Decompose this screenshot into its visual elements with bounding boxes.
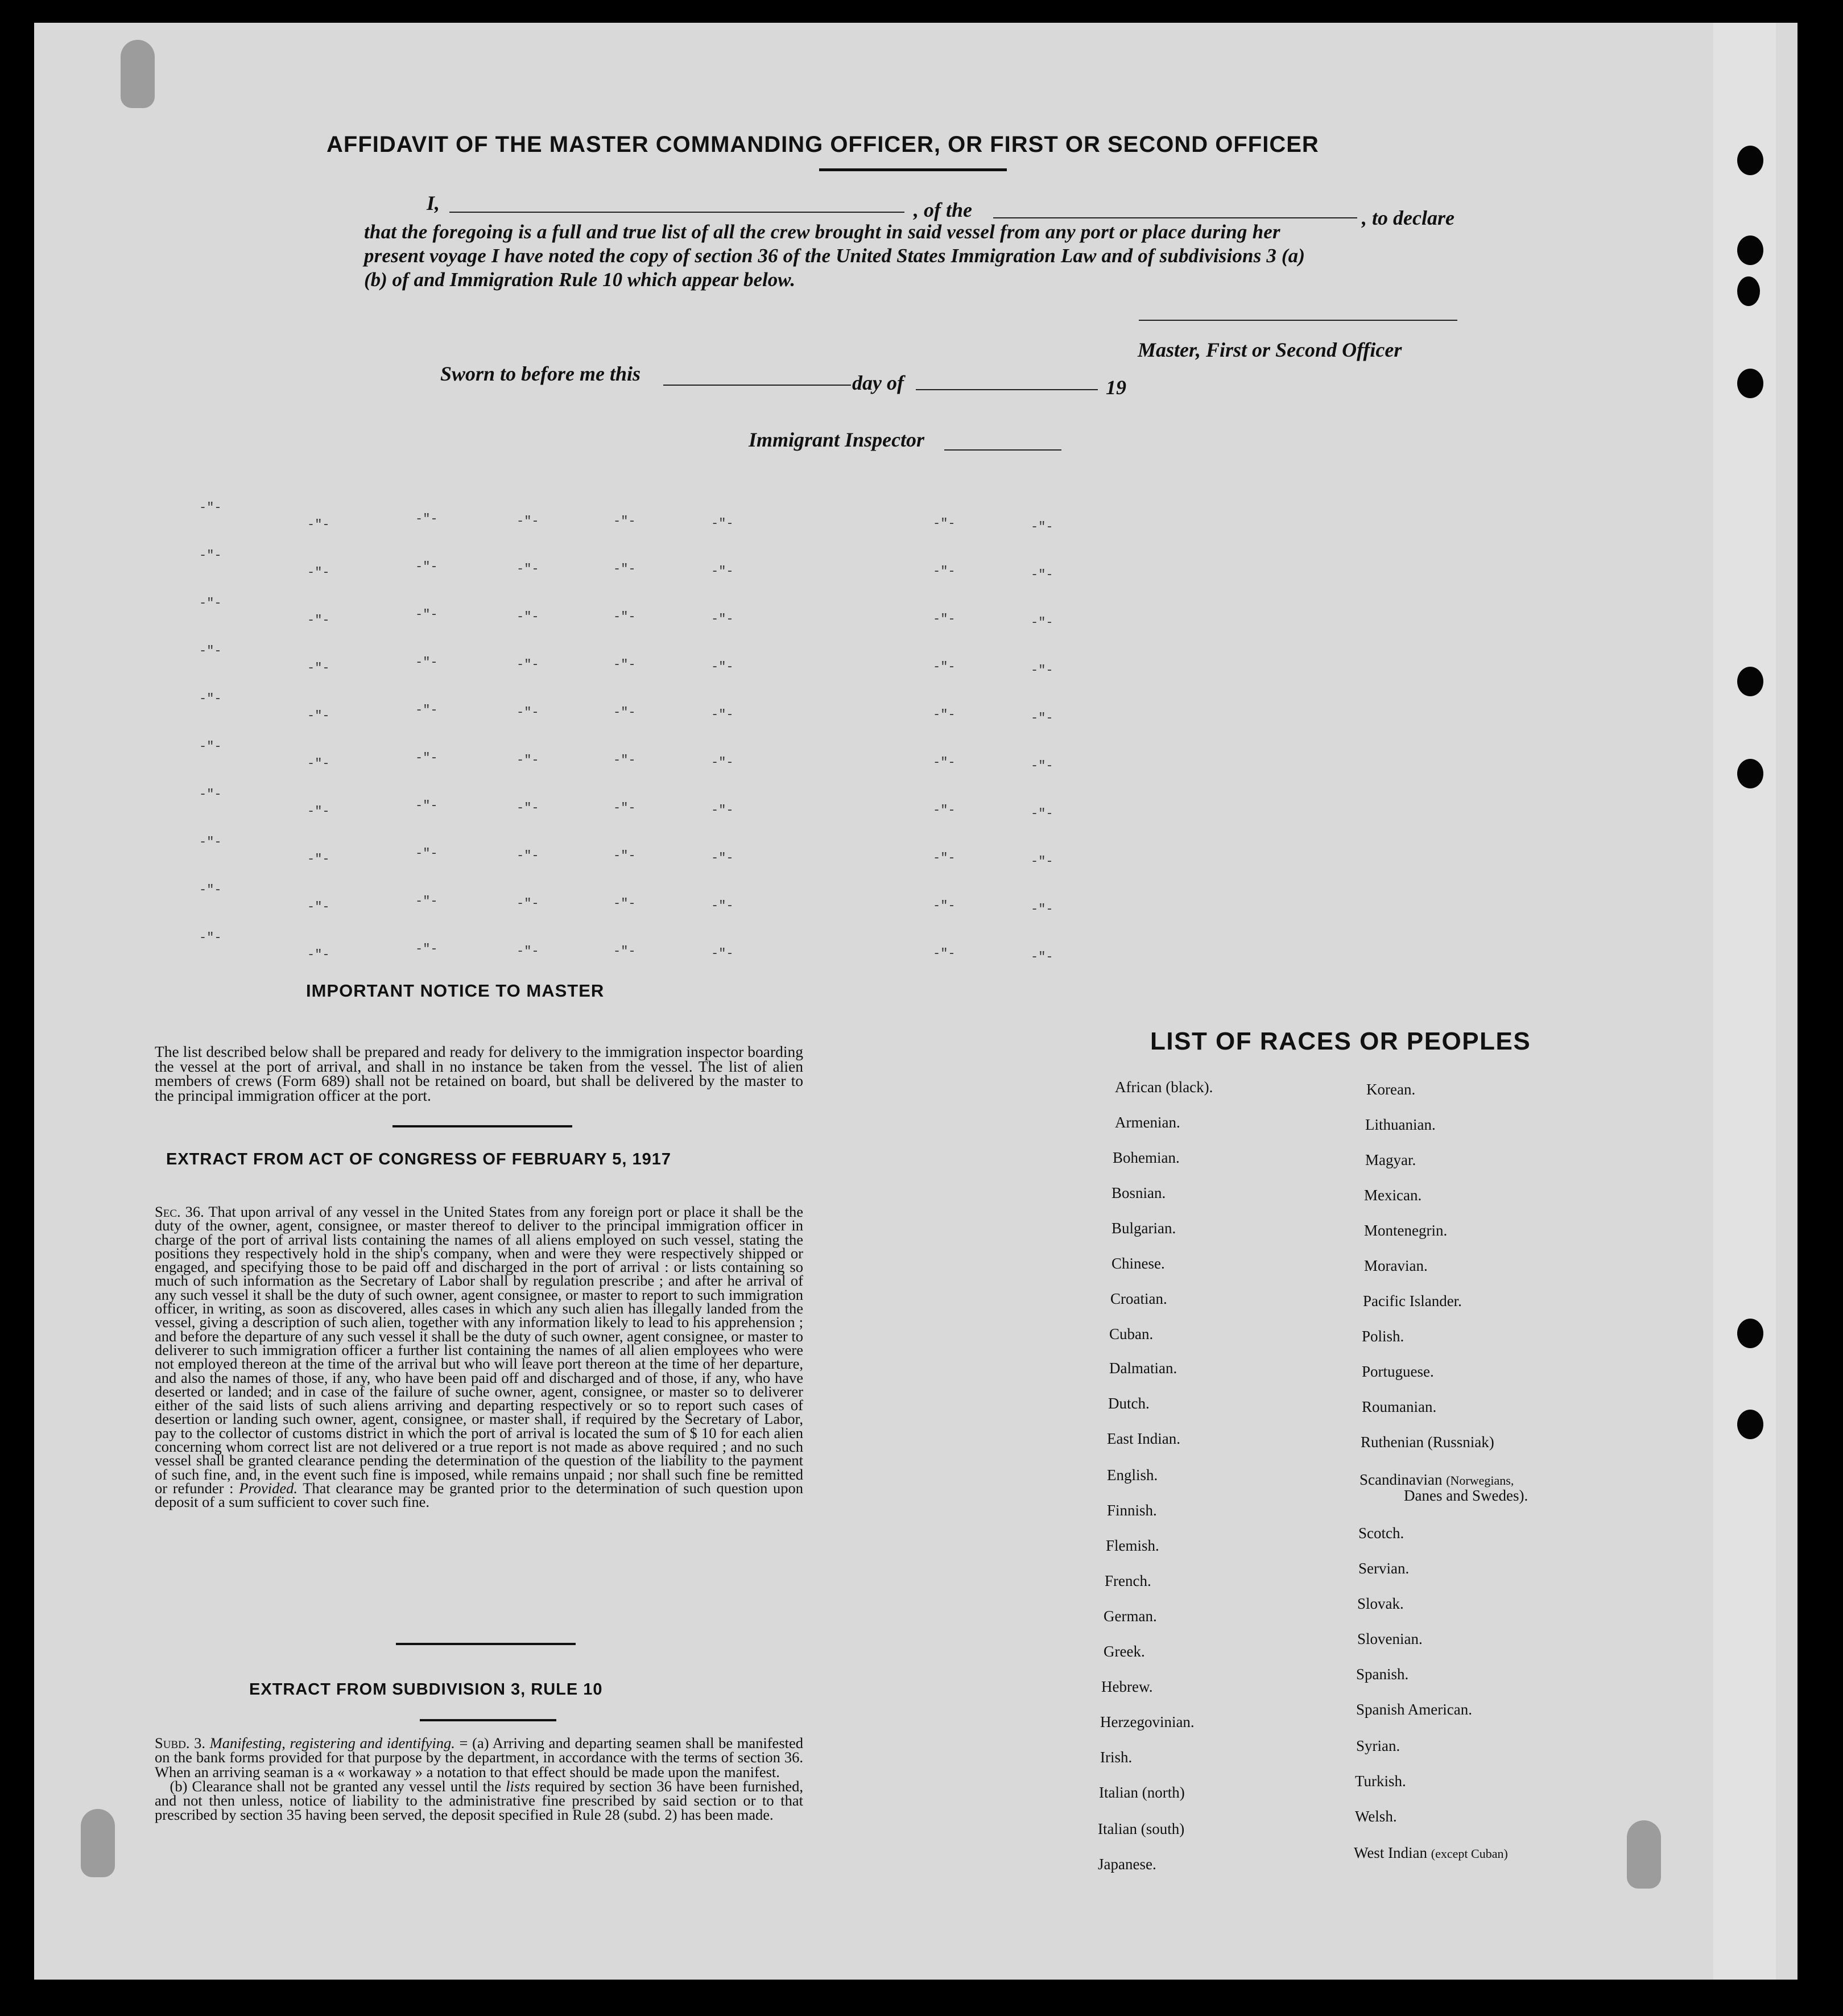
race-item: Irish.: [1100, 1749, 1133, 1766]
binder-hole: [1737, 759, 1763, 788]
race-item: Welsh.: [1355, 1808, 1397, 1825]
race-item: East Indian.: [1107, 1430, 1180, 1447]
race-item: Lithuanian.: [1365, 1116, 1436, 1133]
affidavit-line-4: (b) of and Immigration Rule 10 which appear below.: [364, 268, 796, 291]
ditto-marks-col-5: -"- -"- -"- -"- -"- -"- -"- -"- -"- -"-: [613, 514, 636, 959]
notice-rule: [392, 1125, 572, 1127]
subd-text-b2: required by section 36 have been furnished, and not then unless, notice of liability to the administrative fine prescribed by said section or to that prescribed by section 35 having been served, the deposit specified in Rule 28 (subd. 2) has been made.: [155, 1777, 804, 1824]
act-provided: Provided.: [239, 1479, 297, 1497]
race-item: Mexican.: [1364, 1187, 1422, 1204]
act-rule: [396, 1643, 576, 1645]
race-item: Syrian.: [1356, 1737, 1400, 1754]
binder-hole: [1737, 146, 1763, 175]
subd-lists: lists: [506, 1777, 530, 1795]
race-item: Scotch.: [1358, 1525, 1404, 1542]
act-text: [155, 1205, 803, 1509]
rule-title-rule: [420, 1719, 556, 1721]
affidavit-of-the: , of the: [914, 199, 972, 221]
race-item: Servian.: [1358, 1560, 1410, 1577]
race-note: Danes and Swedes).: [1404, 1487, 1528, 1504]
ditto-marks-col-2: -"- -"- -"- -"- -"- -"- -"- -"- -"- -"-: [307, 518, 330, 962]
binder-hole: [1737, 276, 1760, 306]
race-item: Magyar.: [1365, 1151, 1416, 1168]
race-item: German.: [1104, 1608, 1157, 1625]
act-body-end: That clearance may be granted prior to the determination of such question upon deposit of a sum sufficient to cover such fine.: [155, 1479, 804, 1511]
race-item: Herzegovinian.: [1100, 1713, 1195, 1730]
act-body: That upon arrival of any vessel in the United States from any foreign port or place it shall be the duty of the owner, agent, consignee, or master thereof to deliver to the principal immigration officer in charge of the port of arrival lists containing the names of all aliens employed on such vessel, stating the positions they respectively hold in the ship's company, when and were they were respectively shipped or engaged, and specifying those to be paid off and discharged in the port of arrival : or lists containing so much of such information as the Secretary of Labor shall by regulation prescribe ; and after he arrival of any such vessel it shall be the duty of such owner, agent consignee, or master to report to such immigration officer, in writing, as soon as discovered, alles cases in which any such alien has illegally landed from the vessel, giving a description of such alien, together with any information likely to lead to his apprehension ; and before the departure of any such vessel it shall be the duty of such owner, agent consignee, or master to deliverer to such immigration officer a further list containing the names of all alien employees who were not employed thereon at the time of the arrival but who will leave port thereon at the time of her departure, and also the names of those, if any, who have been paid off and discharged and of those, if any, who have deserted or landed; and in case of the failure of suche owner, agent, consignee, or master so to deliverer either of the said lists of such aliens arriving and departing respectively or so to report such cases of desertion or landing such owner, agent, consignee, or master shall, if required by the Secretary of Labor, pay to the collector of customs district in which the port of arrival is located the sum of $ 10 for each alien concerning whom correct list are not delivered or a true report is not made as above required ; and no such vessel shall be granted clearance pending the determination of the question of the liability to the payment of such fine, and, in the event such fine is imposed, while remains unpaid ; nor shall such fine be remitted or refunder :: [155, 1203, 803, 1497]
subd-heading: Manifesting, registering and identifying.: [209, 1734, 455, 1751]
vessel-blank-line: [993, 217, 1357, 218]
race-item: Scandinavian: [1359, 1471, 1443, 1488]
day-of-label: day of: [852, 371, 904, 394]
race-item: Pacific Islander.: [1363, 1292, 1462, 1309]
race-item-west-indian: [1354, 1844, 1508, 1862]
race-item: Bosnian.: [1111, 1184, 1166, 1201]
races-title: LIST OF RACES OR PEOPLES: [1150, 1027, 1531, 1055]
race-item: African (black).: [1115, 1079, 1213, 1096]
binder-hole: [1737, 1410, 1763, 1439]
race-item: Slovak.: [1357, 1595, 1404, 1612]
race-item: Japanese.: [1098, 1856, 1156, 1873]
subd-label: Subd. 3.: [155, 1734, 206, 1751]
race-item: Finnish.: [1107, 1502, 1157, 1519]
race-item: Spanish American.: [1356, 1701, 1472, 1718]
race-item: English.: [1107, 1466, 1158, 1484]
race-item: Hebrew.: [1101, 1678, 1153, 1695]
ditto-marks-col-6: -"- -"- -"- -"- -"- -"- -"- -"- -"- -"-: [711, 517, 734, 961]
affidavit-line-2: that the foregoing is a full and true list of all the crew brought in said vessel from any port or place during her: [364, 221, 1280, 243]
race-item: Croatian.: [1110, 1290, 1167, 1307]
race-item: Bohemian.: [1113, 1149, 1180, 1166]
notice-text: The list described below shall be prepared and ready for delivery to the immigration inspector boarding the vessel at the port of arrival, and shall in no instance be taken from the vessel. The list of alien members of crews (Form 689) shall not be retained on board, but shall be delivered by the master to the principal immigration officer at the port.: [155, 1043, 803, 1104]
race-item: Armenian.: [1115, 1114, 1180, 1131]
stamp-mark: [121, 40, 155, 108]
stamp-mark: [81, 1809, 115, 1877]
race-item: Turkish.: [1355, 1773, 1406, 1790]
sworn-day-blank: [663, 385, 851, 386]
race-item: Chinese.: [1111, 1255, 1165, 1272]
page-edge: [1713, 23, 1776, 1980]
affidavit-i: I,: [427, 192, 440, 214]
race-item: Flemish.: [1106, 1537, 1159, 1554]
affidavit-line-3: present voyage I have noted the copy of section 36 of the United States Immigration Law and of subdivisions 3 (a): [364, 245, 1305, 267]
act-title: EXTRACT FROM ACT OF CONGRESS OF FEBRUARY 5, 1917: [166, 1150, 672, 1168]
year-label: 19: [1106, 376, 1126, 399]
binder-hole: [1737, 667, 1763, 696]
race-item: Montenegrin.: [1364, 1222, 1448, 1239]
rule-text: [155, 1736, 803, 1823]
binder-hole: [1737, 236, 1763, 265]
subd-text-b1: (b) Clearance shall not be granted any vessel until the: [170, 1777, 502, 1795]
race-item: Ruthenian (Russniak): [1361, 1433, 1494, 1451]
race-item: Roumanian.: [1362, 1398, 1437, 1415]
ditto-marks-col-7: -"- -"- -"- -"- -"- -"- -"- -"- -"- -"-: [933, 517, 956, 961]
binder-hole: [1737, 1319, 1763, 1348]
race-item: Italian (south): [1098, 1820, 1185, 1837]
master-signature-line: [1139, 320, 1457, 321]
race-item: Dalmatian.: [1109, 1360, 1177, 1377]
race-item: Portuguese.: [1362, 1363, 1434, 1380]
race-item: Spanish.: [1356, 1666, 1409, 1683]
master-label: Master, First or Second Officer: [1138, 338, 1402, 361]
race-item: Italian (north): [1099, 1784, 1185, 1801]
race-item: West Indian: [1354, 1844, 1428, 1861]
affidavit-to-declare: , to declare: [1362, 206, 1454, 229]
race-item: Slovenian.: [1357, 1630, 1423, 1647]
race-item: Dutch.: [1108, 1395, 1150, 1412]
race-note: (except Cuban): [1431, 1846, 1508, 1861]
ditto-marks-col-1: -"- -"- -"- -"- -"- -"- -"- -"- -"- -"-: [199, 501, 222, 945]
race-note: (Norwegians,: [1446, 1473, 1514, 1488]
race-item: French.: [1105, 1572, 1151, 1589]
race-item: Korean.: [1366, 1081, 1416, 1098]
inspector-line: [944, 449, 1061, 451]
title-rule: [819, 168, 1007, 171]
binder-hole: [1737, 369, 1763, 398]
ditto-marks-col-8: -"- -"- -"- -"- -"- -"- -"- -"- -"- -"-: [1031, 520, 1053, 964]
ditto-marks-col-3: -"- -"- -"- -"- -"- -"- -"- -"- -"- -"-: [415, 512, 438, 956]
stamp-mark: [1627, 1820, 1661, 1889]
affidavit-title: AFFIDAVIT OF THE MASTER COMMANDING OFFICER, OR FIRST OR SECOND OFFICER: [327, 132, 1319, 157]
race-item: Cuban.: [1109, 1325, 1154, 1342]
race-item: Greek.: [1104, 1643, 1145, 1660]
month-blank: [916, 389, 1098, 390]
sworn-label: Sworn to before me this: [440, 362, 641, 385]
subd-text-a: = (a) Arriving and departing seamen shall be manifested on the bank forms provided for that purpose by the department, in accordance with the terms of section 36. When an arriving seaman is a « workaway » a notation to that effect should be made upon the manifest.: [155, 1734, 804, 1780]
ditto-marks-col-4: -"- -"- -"- -"- -"- -"- -"- -"- -"- -"-: [516, 514, 539, 959]
race-item: Bulgarian.: [1111, 1220, 1176, 1237]
act-section-label: Sec. 36.: [155, 1203, 204, 1220]
inspector-label: Immigrant Inspector: [749, 428, 925, 451]
race-item: Polish.: [1362, 1328, 1404, 1345]
race-item-scandinavian: [1359, 1471, 1514, 1489]
notice-title: IMPORTANT NOTICE TO MASTER: [306, 981, 605, 1001]
rule-title: EXTRACT FROM SUBDIVISION 3, RULE 10: [249, 1680, 603, 1699]
race-item: Moravian.: [1364, 1257, 1428, 1274]
name-blank-line: [449, 212, 904, 213]
